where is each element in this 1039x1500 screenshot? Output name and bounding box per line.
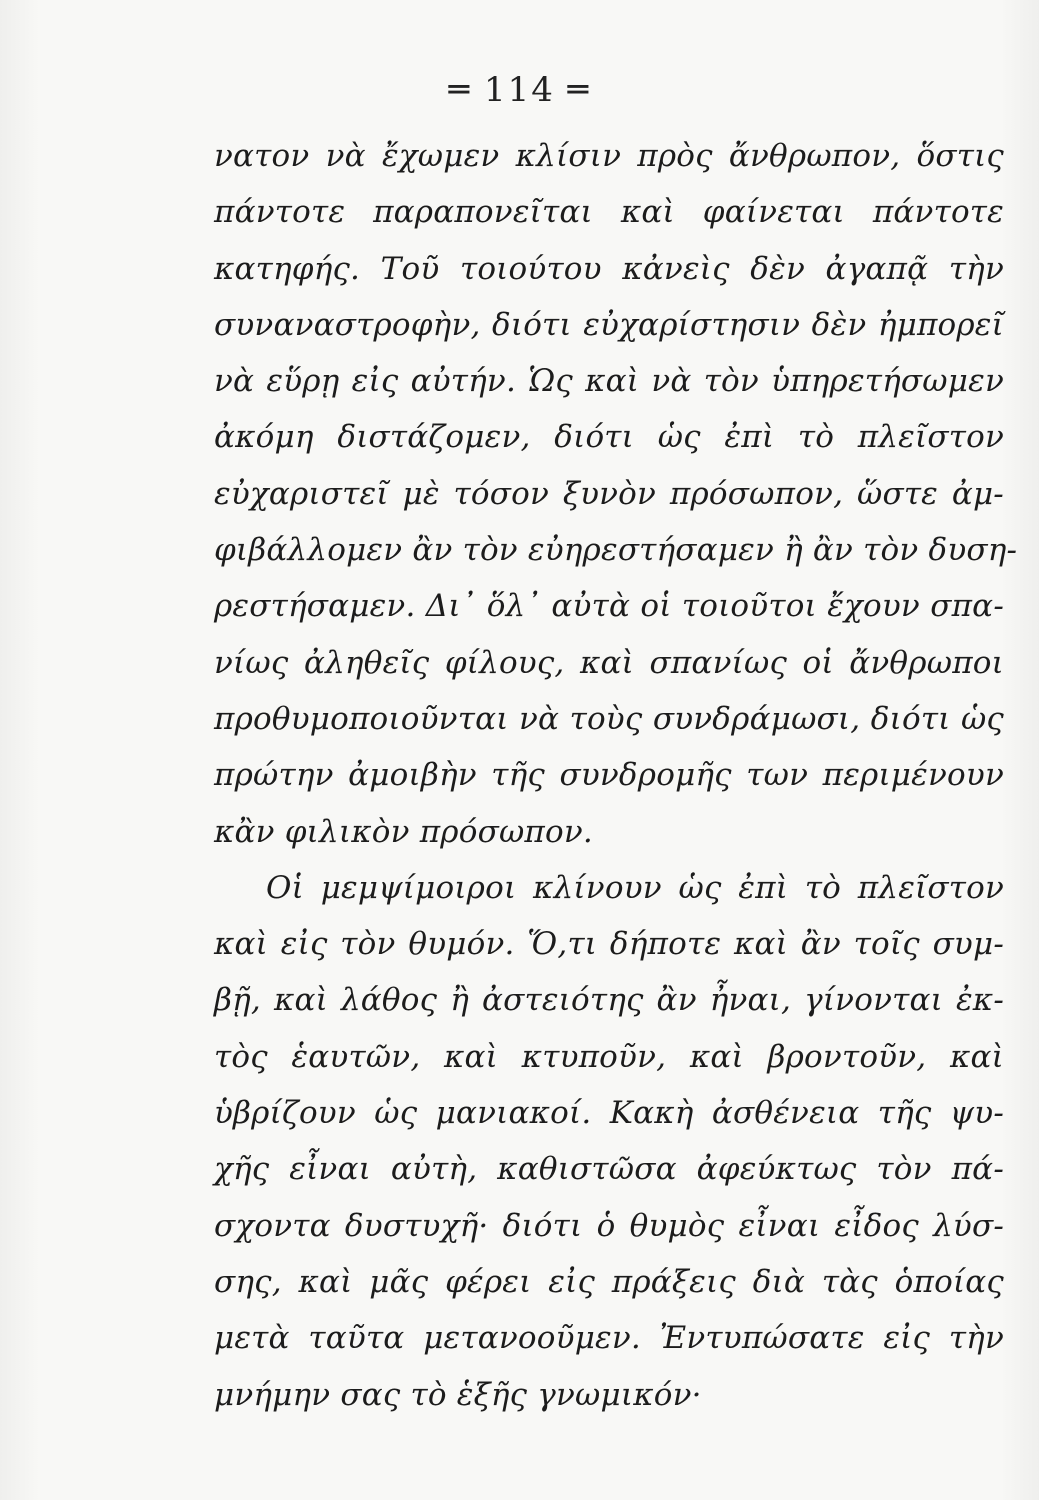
text-line: προθυμοποιοῦνται νὰ τοὺς συνδράμωσι, διότι ὡς: [214, 700, 1004, 737]
text-line: κἂν φιλικὸν πρόσωπον.: [214, 813, 593, 850]
text-line: πρώτην ἀμοιβὴν τῆς συνδρομῆς των περιμένουν: [214, 757, 1004, 794]
paragraph-start-line: Οἱ μεμψίμοιροι κλίνουν ὡς ἐπὶ τὸ πλεῖστον: [266, 869, 1004, 906]
text-line: σχοντα δυστυχῆ· διότι ὁ θυμὸς εἶναι εἶδος λύσ-: [214, 1207, 1004, 1244]
text-line: πάντοτε παραπονεῖται καὶ φαίνεται πάντοτε: [214, 194, 1004, 231]
text-line: χῆς εἶναι αὐτὴ, καθιστῶσα ἀφεύκτως τὸν πά-: [214, 1151, 1004, 1188]
text-line: νατον νὰ ἔχωμεν κλίσιν πρὸς ἄνθρωπον, ὅστις: [214, 138, 1004, 174]
text-line: κατηφής. Τοῦ τοιούτου κἀνεὶς δὲν ἀγαπᾷ τὴν: [214, 250, 1004, 287]
text-line: συναναστροφὴν, διότι εὐχαρίστησιν δὲν ἠμπορεῖ: [214, 306, 1004, 343]
text-line: φιβάλλομεν ἂν τὸν εὐηρεστήσαμεν ἢ ἂν τὸν δυση-: [214, 532, 1018, 569]
text-line: ρεστήσαμεν. Δι᾽ ὅλ᾽ αὐτὰ οἱ τοιοῦτοι ἔχουν σπα-: [214, 588, 1004, 625]
text-line: βῇ, καὶ λάθος ἢ ἀστειότης ἂν ἦναι, γίνονται ἐκ-: [214, 982, 1004, 1019]
text-line: τὸς ἑαυτῶν, καὶ κτυποῦν, καὶ βροντοῦν, καὶ: [214, 1038, 1004, 1075]
text-line: εὐχαριστεῖ μὲ τόσον ξυνὸν πρόσωπον, ὥστε ἀμ-: [214, 475, 1004, 512]
text-line: καὶ εἰς τὸν θυμόν. Ὅ,τι δήποτε καὶ ἂν τοῖς συμ-: [214, 926, 1004, 963]
text-line: σης, καὶ μᾶς φέρει εἰς πράξεις διὰ τὰς ὁποίας: [214, 1263, 1004, 1300]
text-line: ἀκόμη διστάζομεν, διότι ὡς ἐπὶ τὸ πλεῖστον: [214, 419, 1004, 456]
text-line: νὰ εὕρῃ εἰς αὐτήν. Ὡς καὶ νὰ τὸν ὑπηρετήσωμεν: [214, 363, 1004, 400]
page-number: ═ 114 ═: [448, 70, 591, 110]
text-line: μετὰ ταῦτα μετανοοῦμεν. Ἐντυπώσατε εἰς τὴν: [214, 1320, 1004, 1357]
text-line: μνήμην σας τὸ ἑξῆς γνωμικόν·: [214, 1376, 702, 1413]
text-line: νίως ἀληθεῖς φίλους, καὶ σπανίως οἱ ἄνθρωποι: [214, 644, 1004, 681]
text-line: ὑβρίζουν ὡς μανιακοί. Κακὴ ἀσθένεια τῆς ψυ-: [214, 1095, 1004, 1132]
body-text: [214, 128, 1018, 1423]
